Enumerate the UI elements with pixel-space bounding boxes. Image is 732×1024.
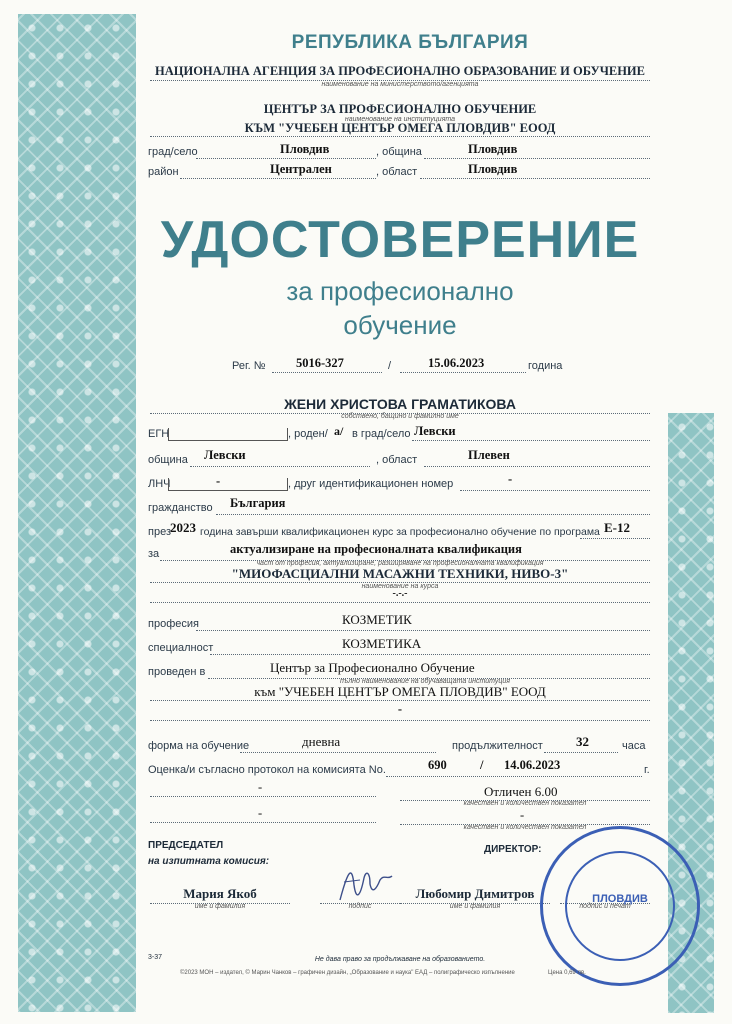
district-value: Централен bbox=[270, 162, 332, 176]
grade-left-2: - bbox=[258, 806, 263, 820]
course-extra-dots bbox=[150, 602, 650, 603]
course-year: 2023 bbox=[170, 520, 196, 535]
person-municipality: Левски bbox=[204, 448, 246, 462]
footer-notice: Не дава право за продължаване на образованието. bbox=[314, 956, 486, 963]
director-name: Любомир Димитров bbox=[415, 886, 535, 901]
specialty: КОЗМЕТИКА bbox=[342, 636, 422, 651]
seal-caption: подпис и печат bbox=[579, 903, 631, 910]
person-name-caption: собствено, бащино и фамилно име bbox=[341, 413, 459, 420]
born-place-dots bbox=[412, 440, 650, 441]
grade-left-2-dots bbox=[150, 822, 376, 823]
person-region-dots bbox=[424, 466, 650, 467]
training-form: дневна bbox=[302, 734, 341, 749]
person-region-label: , област bbox=[376, 454, 418, 466]
protocol-dots bbox=[386, 776, 642, 777]
held-label: проведен в bbox=[148, 666, 206, 678]
ministry-caption: наименование на министерството/агенцията bbox=[321, 81, 479, 88]
reg-label: Рег. № bbox=[232, 360, 266, 372]
chair-name-caption: име и фамилия bbox=[194, 903, 246, 910]
person-municipality-dots bbox=[190, 466, 370, 467]
specialty-label: специалност bbox=[148, 642, 214, 654]
course-caption: наименование на курса bbox=[361, 583, 439, 590]
district-dots bbox=[180, 178, 376, 179]
grade-left-1: - bbox=[258, 780, 263, 794]
city-dots bbox=[196, 158, 376, 159]
citizenship: България bbox=[230, 496, 286, 510]
lnch-value: - bbox=[216, 474, 221, 488]
grade-left-1-dots bbox=[150, 796, 376, 797]
profession: КОЗМЕТИК bbox=[342, 612, 412, 627]
other-id-value: - bbox=[508, 472, 513, 486]
region-dots bbox=[420, 178, 650, 179]
region-label: , област bbox=[376, 166, 418, 178]
course-extra: -.-.- bbox=[392, 588, 408, 599]
egn-field bbox=[168, 428, 288, 441]
director-name-caption: име и фамилия bbox=[449, 903, 501, 910]
region-value: Пловдив bbox=[468, 162, 518, 176]
reg-date-dots bbox=[400, 372, 526, 373]
held-extra-dots bbox=[150, 720, 650, 721]
grade-label: Оценка/и съгласно протокол на комисията No. bbox=[148, 764, 386, 776]
for-label: за bbox=[148, 548, 160, 560]
form-label: форма на обучение bbox=[148, 740, 250, 752]
citizenship-dots bbox=[216, 514, 650, 515]
person-municipality-label: община bbox=[148, 454, 188, 466]
person-name: ЖЕНИ ХРИСТОВА ГРАМАТИКОВА bbox=[284, 396, 516, 412]
reg-date: 15.06.2023 bbox=[428, 356, 485, 370]
held-in-2: към "УЧЕБЕН ЦЕНТЪР ОМЕГА ПЛОВДИВ" ЕООД bbox=[254, 684, 546, 699]
reg-number-dots bbox=[272, 372, 382, 373]
lnch-field bbox=[168, 478, 288, 491]
ornamental-border-left bbox=[18, 14, 136, 1012]
institution-line bbox=[150, 136, 650, 137]
protocol-date: 14.06.2023 bbox=[504, 758, 561, 772]
document-subtitle-1: за професионално bbox=[286, 276, 514, 306]
protocol-slash: / bbox=[480, 758, 484, 772]
ministry-name: НАЦИОНАЛНА АГЕНЦИЯ ЗА ПРОФЕСИОНАЛНО ОБРАЗОВАНИЕ И ОБУЧЕНИЕ bbox=[155, 64, 645, 78]
chair-label-2: на изпитната комисия: bbox=[148, 856, 270, 867]
held-in: Център за Професионално Обучение bbox=[270, 660, 475, 675]
document-title: УДОСТОВЕРЕНИЕ bbox=[160, 211, 640, 269]
born-label: , роден/ bbox=[288, 428, 328, 440]
hours-label: часа bbox=[622, 740, 646, 752]
born-place-label: в град/село bbox=[352, 428, 411, 440]
republic-title: РЕПУБЛИКА БЪЛГАРИЯ bbox=[291, 32, 529, 53]
seal-inner-ring bbox=[565, 851, 675, 961]
city-value: Пловдив bbox=[280, 142, 330, 156]
course-purpose: актуализиране на професионалната квалификация bbox=[230, 542, 522, 556]
egn-label: ЕГН bbox=[148, 428, 170, 440]
specialty-dots bbox=[210, 654, 650, 655]
institution-line-1: ЦЕНТЪР ЗА ПРОФЕСИОНАЛНО ОБУЧЕНИЕ bbox=[263, 102, 537, 116]
grade-caption-1: качествен и количествен показател bbox=[463, 800, 587, 807]
chair-name: Мария Якоб bbox=[183, 886, 257, 901]
municipality-value: Пловдив bbox=[468, 142, 518, 156]
protocol-year-suffix: г. bbox=[644, 764, 650, 776]
footer-imprint: ©2023 МОН – издател, © Марин Чанков – графичен дизайн, „Образование и наука" ЕАД – полиграфическо изпълнение bbox=[180, 970, 515, 976]
course-name: "МИОФАСЦИАЛНИ МАСАЖНИ ТЕХНИКИ, НИВО-3" bbox=[231, 566, 569, 581]
completed-text: година завърши квалификационен курс за професионално обучение по програма bbox=[200, 526, 600, 538]
held-extra: - bbox=[397, 702, 403, 716]
year-label: година bbox=[528, 360, 563, 372]
program-dots bbox=[580, 538, 650, 539]
profession-dots bbox=[196, 630, 650, 631]
born-suffix: а/ bbox=[334, 424, 344, 438]
protocol-number: 690 bbox=[428, 758, 447, 772]
lnch-label: ЛНЧ bbox=[148, 478, 171, 490]
reg-slash: / bbox=[388, 360, 392, 372]
purpose-caption: част от професия, актуализиране, разширяване на професионалната квалификация bbox=[256, 560, 544, 567]
grade-right-2: - bbox=[520, 808, 525, 822]
program-code: Е-12 bbox=[604, 520, 630, 535]
document-subtitle-2: обучение bbox=[343, 310, 457, 340]
through-label: през bbox=[148, 526, 171, 538]
profession-label: професия bbox=[148, 618, 199, 630]
duration: 32 bbox=[576, 734, 589, 749]
municipality-dots bbox=[424, 158, 650, 159]
reg-number: 5016-327 bbox=[296, 356, 344, 370]
director-label: ДИРЕКТОР: bbox=[484, 844, 542, 855]
institution-line-2: КЪМ "УЧЕБЕН ЦЕНТЪР ОМЕГА ПЛОВДИВ" ЕООД bbox=[244, 121, 556, 135]
person-region: Плевен bbox=[468, 448, 510, 462]
district-label: район bbox=[148, 166, 179, 178]
grade-caption-2: качествен и количествен показател bbox=[463, 824, 587, 831]
chair-signature-caption: подпис bbox=[348, 903, 372, 910]
chair-label-1: ПРЕДСЕДАТЕЛ bbox=[148, 840, 224, 851]
held-in-2-dots bbox=[150, 700, 650, 701]
institution-caption: наименование на институцията bbox=[344, 116, 456, 123]
grade-right-1: Отличен 6.00 bbox=[484, 784, 558, 799]
duration-label: продължителност bbox=[452, 740, 543, 752]
city-label: град/село bbox=[148, 146, 198, 158]
held-caption: пълно наименование на обучаващата институция bbox=[340, 678, 510, 685]
duration-dots bbox=[544, 752, 618, 753]
other-id-label: , друг идентификационен номер bbox=[288, 478, 454, 490]
footer-price: Цена 0,69 лв. bbox=[548, 970, 586, 976]
form-code: 3-37 bbox=[148, 954, 163, 961]
seal-text: ПЛОВДИВ bbox=[592, 893, 648, 905]
citizenship-label: гражданство bbox=[148, 502, 213, 514]
municipality-label: , община bbox=[376, 146, 422, 158]
born-place: Левски bbox=[414, 424, 456, 438]
form-dots bbox=[240, 752, 436, 753]
other-id-dots bbox=[460, 490, 650, 491]
